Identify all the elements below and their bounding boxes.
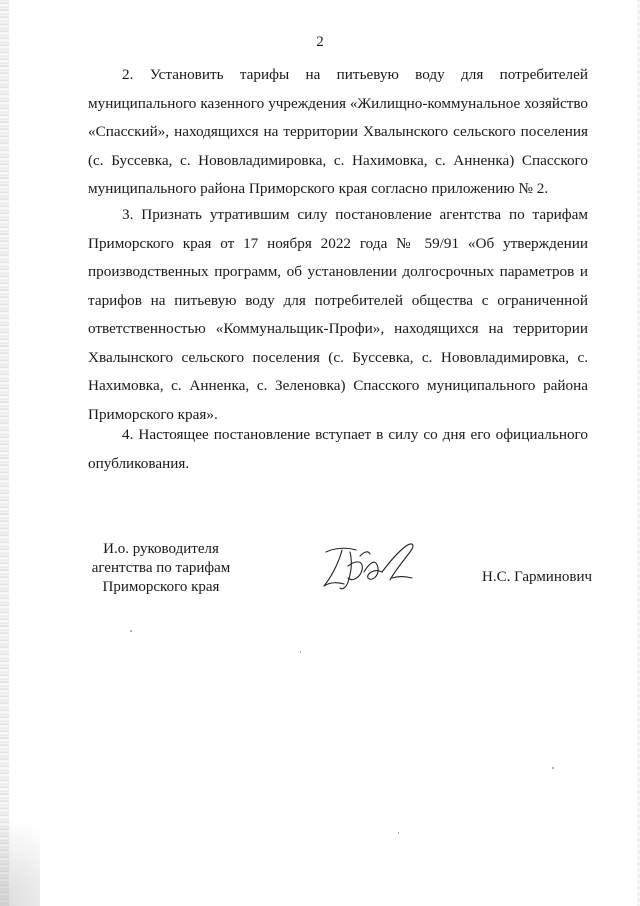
page-number: 2 — [316, 34, 324, 50]
signer-name: Н.С. Гарминович — [482, 569, 593, 585]
paragraph-item-4: 4. Настоящее постановление вступает в силу со дня его официального опубликования. — [88, 426, 588, 472]
signer-title-line: И.о. руководителя — [103, 541, 219, 557]
signer-title-line: агентства по тарифам — [91, 560, 231, 576]
signer-title-line: Приморского края — [102, 579, 220, 595]
handwritten-signature — [312, 538, 432, 600]
signer-title — [86, 540, 236, 597]
scan-speck — [552, 767, 554, 769]
scan-speck — [398, 832, 399, 834]
paragraph-item-3: 3. Признать утратившим силу постановление агентства по тарифам Приморского края от 17 ноября 2022 года № 59/91 «Об утверждении производственных программ, об установлении долгосрочных параметров и тарифов на питьевую воду для потребителей общества с ограниченной ответственностью «Коммунальщик-Профи», находящихся на территории Хвалынского сельского поселения (с. Буссевка, с. Нововладимировка, с. Нахимовка, с. Анненка, с. Зеленовка) Спасского муниципального района Приморского края». — [88, 206, 588, 423]
scan-speck — [130, 630, 132, 632]
paragraph-item-2: 2. Установить тарифы на питьевую воду для потребителей муниципального казенного учреждения «Жилищно-коммунальное хозяйство «Спасский», находящихся на территории Хвалынского сельского поселения (с. Буссевка, с. Нововладимировка, с. Нахимовка, с. Анненка) Спасского муниципального района Приморского края согласно приложению № 2. — [88, 66, 588, 197]
scan-edge-left — [0, 0, 9, 906]
scan-speck — [300, 651, 301, 653]
scan-shadow — [0, 786, 40, 906]
